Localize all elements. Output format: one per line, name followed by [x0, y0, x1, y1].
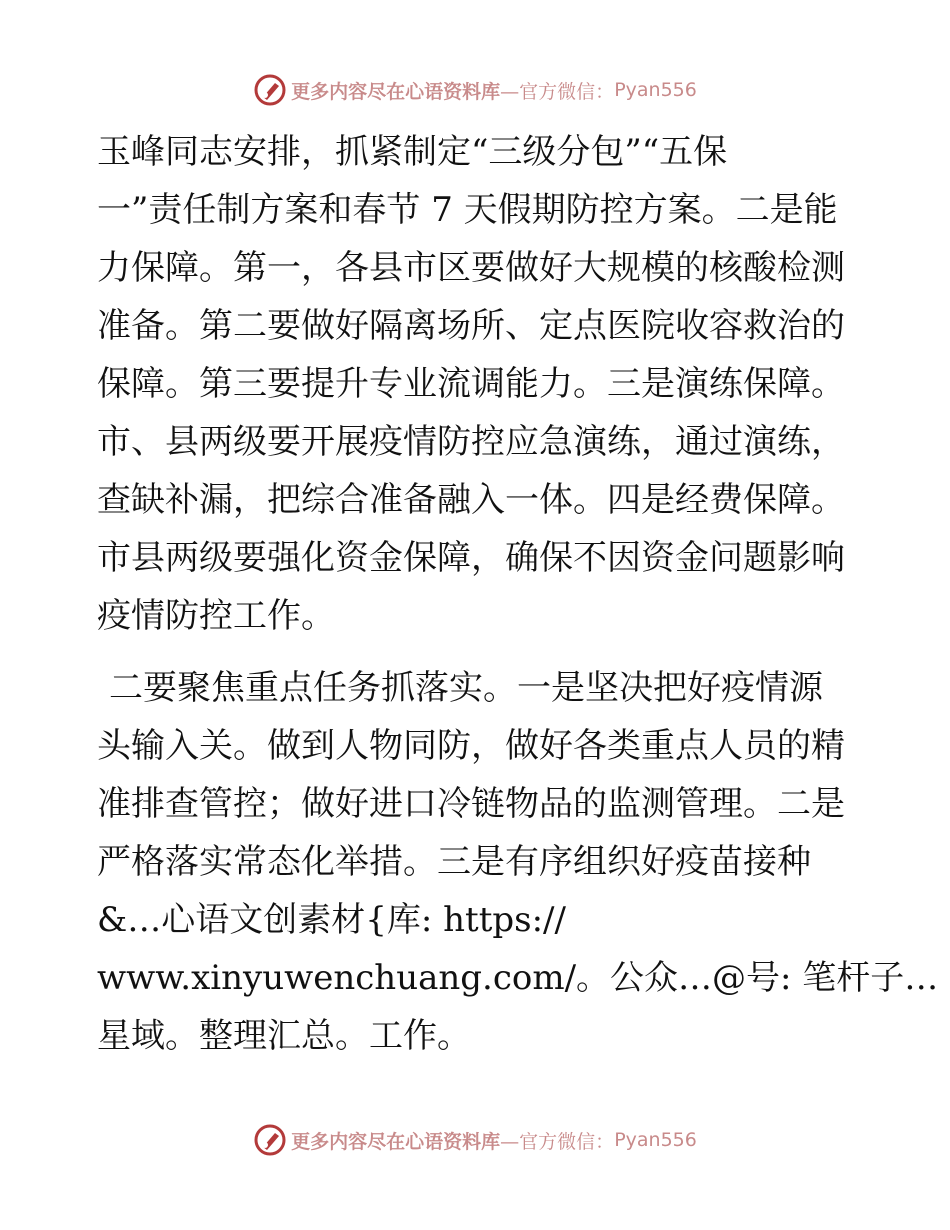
- official-wechat-label: —官方微信：: [500, 1130, 615, 1153]
- site-name: 更多内容尽在心语资料库: [291, 80, 501, 103]
- pen-seal-logo-icon: [253, 73, 287, 107]
- text-line: 头输入关。做到人物同防，做好各类重点人员的精: [97, 726, 845, 766]
- text-line: 玉峰同志安排，抓紧制定“三级分包”“五保: [97, 132, 728, 172]
- text-line: 二要聚焦重点任务抓落实。一是坚决把好疫情源: [109, 668, 823, 708]
- paragraph-gap: [97, 645, 857, 659]
- text-line: 市县两级要强化资金保障，确保不因资金问题影响: [97, 538, 845, 578]
- paragraph-2: [97, 659, 939, 1065]
- text-line: 市、县两级要开展疫情防控应急演练，通过演练，: [97, 422, 845, 462]
- header-banner: [0, 70, 950, 110]
- text-line: 严格落实常态化举措。三是有序组织好疫苗接种: [97, 842, 811, 882]
- text-line: 星域。整理汇总。工作。: [97, 1016, 471, 1056]
- text-line: 准备。第二要做好隔离场所、定点医院收容救治的: [97, 306, 845, 346]
- text-line: 准排查管控；做好进口冷链物品的监测管理。二是: [97, 784, 845, 824]
- text-line: 力保障。第一，各县市区要做好大规模的核酸检测: [97, 248, 845, 288]
- pen-seal-logo-icon: [253, 1123, 287, 1157]
- paragraph-1: [97, 123, 857, 645]
- wechat-id: Pyan556: [614, 1129, 697, 1151]
- official-wechat-label: —官方微信：: [500, 80, 615, 103]
- text-line: 保障。第三要提升专业流调能力。三是演练保障。: [97, 364, 845, 404]
- text-line: 一”责任制方案和春节 7 天假期防控方案。二是能: [97, 190, 838, 230]
- text-line: 疫情防控工作。: [97, 596, 335, 636]
- text-line: 查缺补漏，把综合准备融入一体。四是经费保障。: [97, 480, 845, 520]
- text-line: www.xinyuwenchuang.com/。公众…@号: 笔杆子…: [97, 958, 939, 998]
- document-body: [97, 123, 939, 1065]
- wechat-id: Pyan556: [614, 79, 697, 101]
- text-line: &…心语文创素材{库: https://: [97, 900, 566, 940]
- footer-banner: [0, 1120, 950, 1160]
- site-name: 更多内容尽在心语资料库: [291, 1130, 501, 1153]
